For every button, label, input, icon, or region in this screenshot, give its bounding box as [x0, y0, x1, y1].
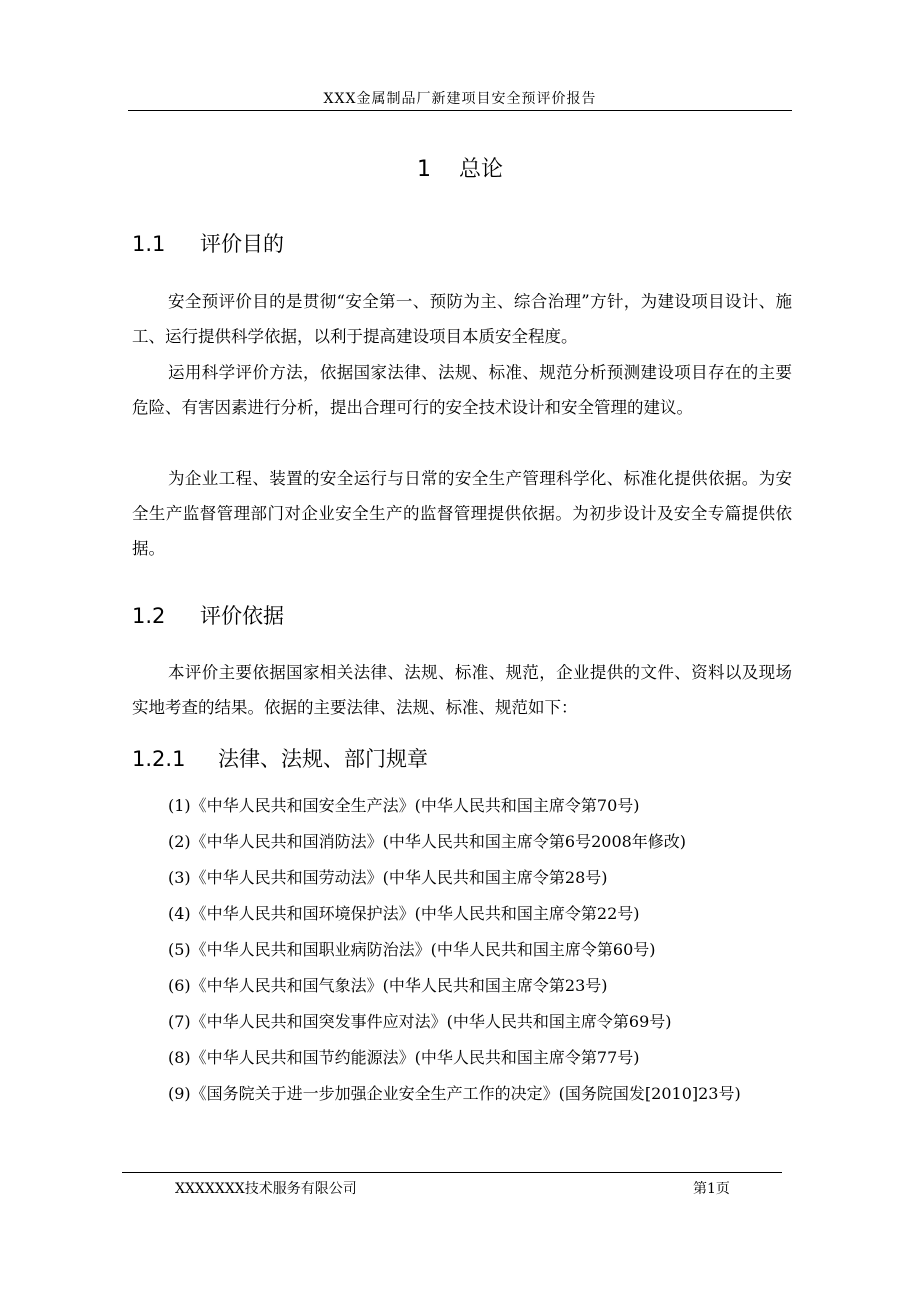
chapter-number: 1: [416, 157, 431, 182]
section-title: 评价目的: [200, 232, 284, 256]
footer-page-number: 第1页: [693, 1181, 730, 1197]
list-item: (3)《中华人民共和国劳动法》(中华人民共和国主席令第28号): [168, 868, 608, 887]
list-item: (2)《中华人民共和国消防法》(中华人民共和国主席令第6号2008年修改): [168, 832, 687, 851]
regulation-list: [132, 788, 792, 1112]
list-item: (5)《中华人民共和国职业病防治法》(中华人民共和国主席令第60号): [168, 940, 656, 959]
section-title: 法律、法规、部门规章: [218, 747, 428, 771]
list-item: (9)《国务院关于进一步加强企业安全生产工作的决定》(国务院国发[2010]23号): [168, 1084, 741, 1103]
section-1-2-1-heading: [132, 743, 428, 773]
section-number: 1.2: [132, 604, 166, 628]
footer-company: XXXXXXX技术服务有限公司: [175, 1181, 357, 1197]
paragraph: 安全预评价目的是贯彻“安全第一、预防为主、综合治理”方针，为建设项目设计、施工、运行提供科学依据，以利于提高建设项目本质安全程度。: [132, 292, 792, 346]
section-title: 评价依据: [200, 604, 284, 628]
paragraph: 本评价主要依据国家相关法律、法规、标准、规范，企业提供的文件、资料以及现场实地考查的结果。依据的主要法律、法规、标准、规范如下：: [132, 663, 792, 717]
page-header-title: XXX金属制品厂新建项目安全预评价报告: [323, 91, 597, 107]
section-1-1-heading: [132, 228, 284, 258]
section-number: 1.2.1: [132, 747, 186, 771]
header-divider: [128, 110, 792, 111]
paragraph: 为企业工程、装置的安全运行与日常的安全生产管理科学化、标准化提供依据。为安全生产监督管理部门对企业安全生产的监督管理提供依据。为初步设计及安全专篇提供依据。: [132, 469, 792, 558]
list-item: (4)《中华人民共和国环境保护法》(中华人民共和国主席令第22号): [168, 904, 640, 923]
section-number: 1.1: [132, 232, 166, 256]
list-item: (8)《中华人民共和国节约能源法》(中华人民共和国主席令第77号): [168, 1048, 640, 1067]
footer-divider: [122, 1172, 782, 1173]
paragraph: 运用科学评价方法，依据国家法律、法规、标准、规范分析预测建设项目存在的主要危险、有害因素进行分析，提出合理可行的安全技术设计和安全管理的建议。: [132, 363, 792, 417]
list-item: (6)《中华人民共和国气象法》(中华人民共和国主席令第23号): [168, 976, 608, 995]
section-1-2-heading: [132, 600, 284, 630]
chapter-title: [130, 152, 790, 183]
chapter-title-text: 总论: [458, 157, 503, 182]
list-item: (7)《中华人民共和国突发事件应对法》(中华人民共和国主席令第69号): [168, 1012, 672, 1031]
list-item: (1)《中华人民共和国安全生产法》(中华人民共和国主席令第70号): [168, 796, 640, 815]
